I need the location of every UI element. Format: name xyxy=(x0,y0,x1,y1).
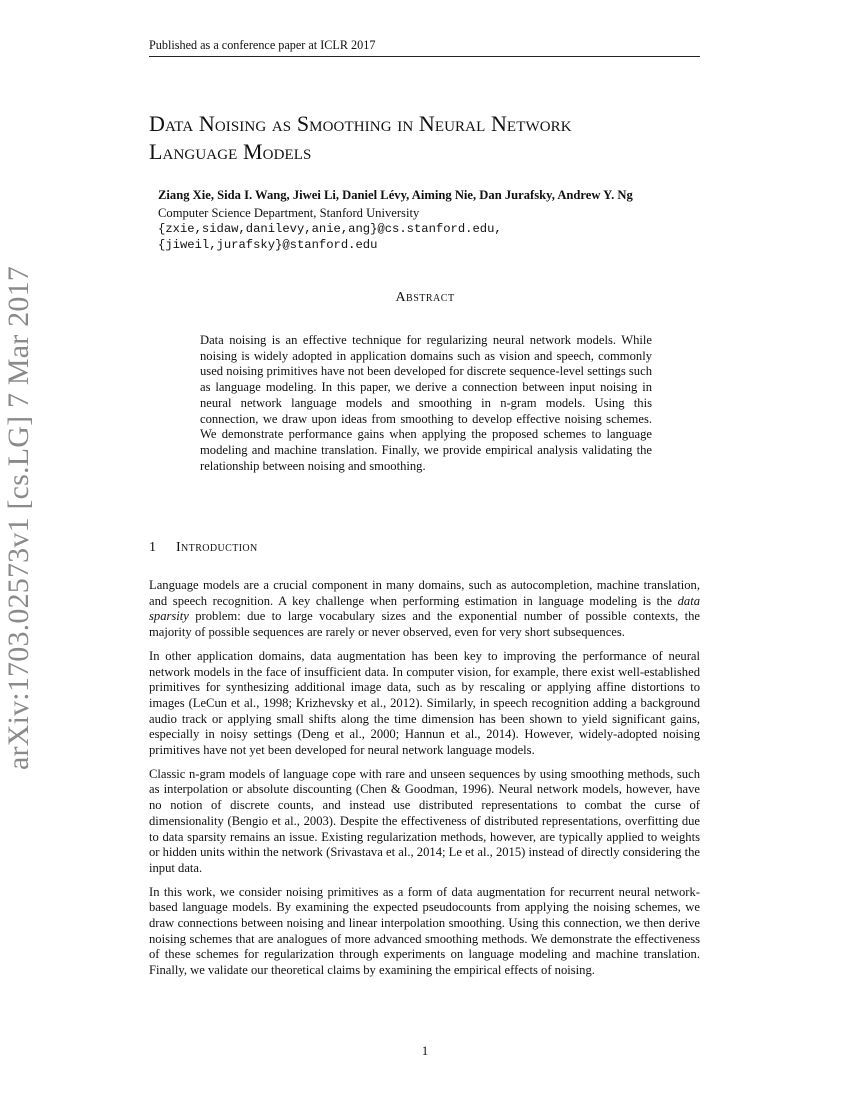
section-title: Introduction xyxy=(176,540,258,555)
page-number: 1 xyxy=(421,1044,429,1058)
author-list: Ziang Xie, Sida I. Wang, Jiwei Li, Daniel Lévy, Aiming Nie, Dan Jurafsky, Andrew Y. Ng xyxy=(158,188,633,202)
email-line-2: {jiweil,jurafsky}@stanford.edu xyxy=(158,238,378,252)
paragraph-1-part-b: problem: due to large vocabulary sizes and the exponential number of possible contexts, the majority of possible sequences are rarely or never observed, even for very short subsequences. xyxy=(149,609,700,640)
paragraph-1 xyxy=(149,578,700,641)
paragraph-3: Classic n-gram models of language cope with rare and unseen sequences by using smoothing methods, such as interpolation or absolute discounting (Chen & Goodman, 1996). Neural network models, however, have no notion of discrete counts, and instead use distributed representations to combat the curse of dimensionality (Bengio et al., 2003). Despite the effectiveness of distributed representations, overfitting due to data sparsity remains an issue. Existing regularization methods, however, are typically applied to weights or hidden units within the network (Srivastava et al., 2014; Le et al., 2015) instead of directly considering the input data. xyxy=(149,766,700,875)
email-line-1: {zxie,sidaw,danilevy,anie,ang}@cs.stanford.edu, xyxy=(158,222,502,236)
paper-title xyxy=(149,110,729,166)
paragraph-2: In other application domains, data augmentation has been key to improving the performance of neural network models in the face of insufficient data. In computer vision, for example, there exist well-established primitives for synthesizing additional image data, such as by rescaling or applying affine distortions to images (LeCun et al., 1998; Krizhevsky et al., 2012). Similarly, in speech recognition adding a background audio track or applying small shifts along the time dimension has been shown to yield significant gains, especially in noisy settings (Deng et al., 2000; Hannun et al., 2014). However, widely-adopted noising primitives have not yet been developed for neural network language models. xyxy=(149,648,700,758)
affiliation: Computer Science Department, Stanford University xyxy=(158,206,420,220)
abstract-heading: Abstract xyxy=(395,290,455,305)
paragraph-1-part-a: Language models are a crucial component in many domains, such as autocompletion, machine translation, and speech recognition. A key challenge when performing estimation in language modeling is the xyxy=(149,578,700,608)
intro-body xyxy=(149,578,700,987)
abstract-text: Data noising is an effective technique for regularizing neural network models. While noising is widely adopted in application domains such as vision and speech, commonly used noising primitives have not been developed for discrete sequence-level settings such as language modeling. In this paper, we derive a connection between input noising in neural network language models and smoothing in n-gram models. Using this connection, we draw upon ideas from smoothing to develop effective noising schemes. We demonstrate performance gains when applying the proposed schemes to language modeling and machine translation. Finally, we provide empirical analysis validating the relationship between noising and smoothing. xyxy=(200,333,652,473)
section-number: 1 xyxy=(149,540,157,555)
paragraph-4: In this work, we consider noising primitives as a form of data augmentation for recurrent neural network-based language models. By examining the expected pseudocounts from applying the noising schemes, we draw connections between noising and linear interpolation smoothing. Using this connection, we then derive noising schemes that are analogues of more advanced smoothing methods. We demonstrate the effectiveness of these schemes for regularization through experiments on language modeling and machine translation. Finally, we validate our theoretical claims by examining the empirical effects of noising. xyxy=(149,884,700,978)
running-header: Published as a conference paper at ICLR 2017 xyxy=(149,38,700,57)
emphasis-data-sparsity: data sparsity xyxy=(149,593,700,624)
title-line-1: Data Noising as Smoothing in Neural Network xyxy=(149,111,572,136)
section-heading xyxy=(149,540,258,556)
title-line-2: Language Models xyxy=(149,139,312,164)
arxiv-identifier-stamp: arXiv:1703.02573v1 [cs.LG] 7 Mar 2017 xyxy=(2,266,35,770)
